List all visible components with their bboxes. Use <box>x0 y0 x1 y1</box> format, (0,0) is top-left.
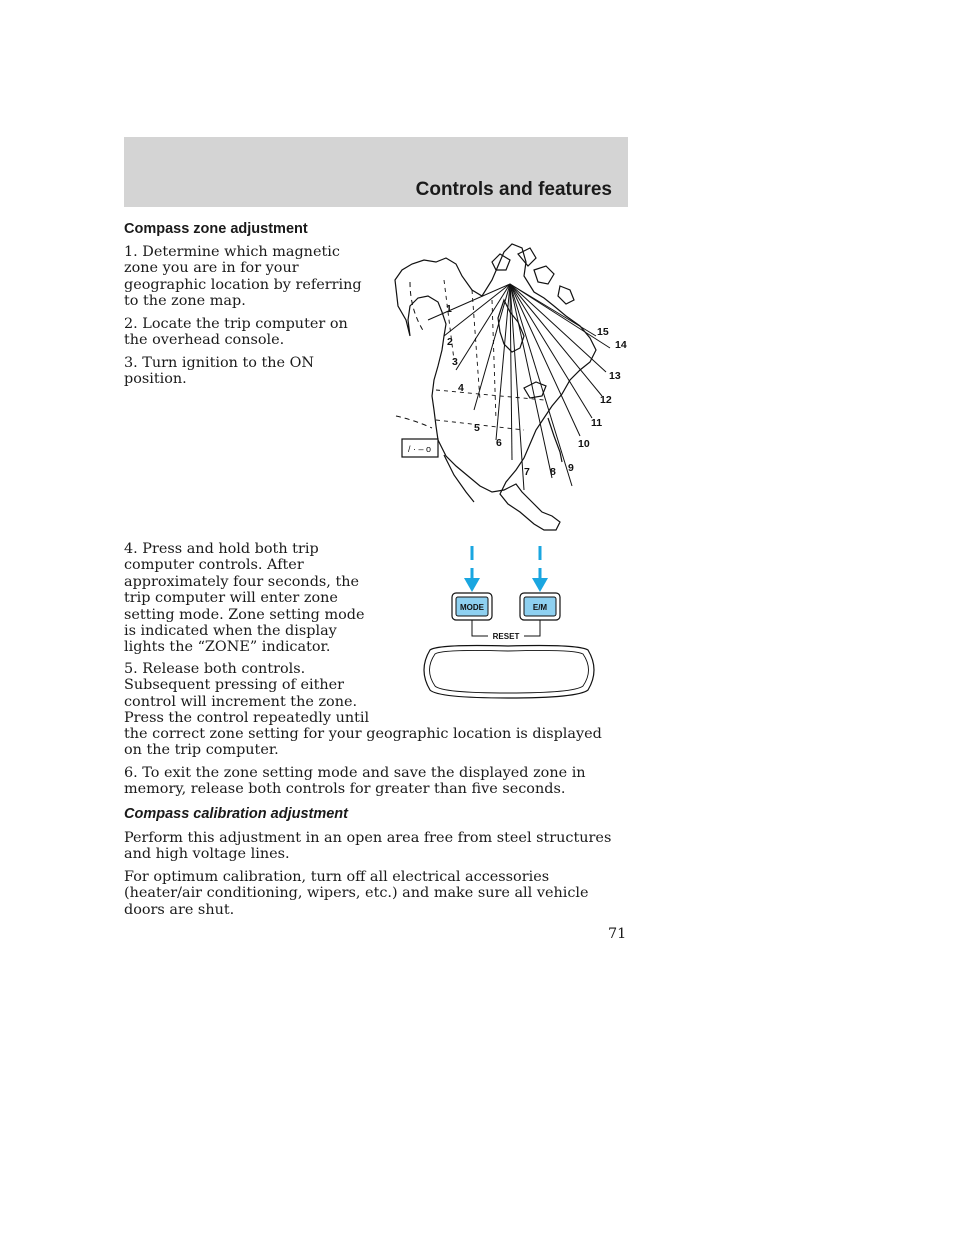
step-3: 3. Turn ignition to the ON position. <box>124 355 315 388</box>
zone-label: 8 <box>550 466 556 478</box>
calibration-para-1: Perform this adjustment in an open area free from steel structures and high voltage lines. <box>124 830 612 863</box>
calibration-para-2: For optimum calibration, turn off all electrical accessories (heater/air conditioning, wipers, etc.) and make sure all vehicle doors are shut. <box>124 869 589 918</box>
zone-map <box>384 240 634 535</box>
zone-label: 12 <box>600 394 612 406</box>
header-band <box>124 137 628 207</box>
zone-label: 3 <box>452 356 458 368</box>
reset-label: RESET <box>492 632 520 641</box>
zone-label: 9 <box>568 462 574 474</box>
step-5-part1: 5. Release both controls. Subsequent pressing of either control will increment the zone. Press the control repeatedly until <box>124 661 370 727</box>
zone-label: 10 <box>578 438 590 450</box>
step-5-part2: the correct zone setting for your geographic location is displayed on the trip computer. <box>124 726 602 759</box>
step-2: 2. Locate the trip computer on the overhead console. <box>124 316 348 349</box>
section-heading-zone: Compass zone adjustment <box>124 221 308 237</box>
page-number: 71 <box>608 926 627 942</box>
step-4: 4. Press and hold both trip computer controls. After approximately four seconds, the trip computer will enter zone setting mode. Zone setting mode is indicated when the display lights the “ZONE” indicator. <box>124 541 365 656</box>
zone-label: 13 <box>609 370 621 382</box>
page-title: Controls and features <box>415 179 612 200</box>
zone-label: 2 <box>447 336 453 348</box>
step-6: 6. To exit the zone setting mode and save the displayed zone in memory, release both controls for greater than five seconds. <box>124 765 586 798</box>
zone-label: 15 <box>597 326 609 338</box>
zone-label: 4 <box>458 382 464 394</box>
zone-label: 7 <box>524 466 530 478</box>
zone-label: 11 <box>591 417 603 429</box>
step-1: 1. Determine which magnetic zone you are in for your geographic location by referring to the zone map. <box>124 244 362 310</box>
zone-label: 6 <box>496 437 502 449</box>
svg-text:/ · ‒ o: / · ‒ o <box>408 444 432 454</box>
section-heading-calibration: Compass calibration adjustment <box>124 806 348 822</box>
zone-label: 14 <box>615 339 627 351</box>
em-label: E/M <box>532 603 548 612</box>
zone-label: 5 <box>474 422 480 434</box>
console-diagram <box>418 540 602 710</box>
mode-label: MODE <box>460 603 484 612</box>
zone-label: 1 <box>446 303 452 315</box>
